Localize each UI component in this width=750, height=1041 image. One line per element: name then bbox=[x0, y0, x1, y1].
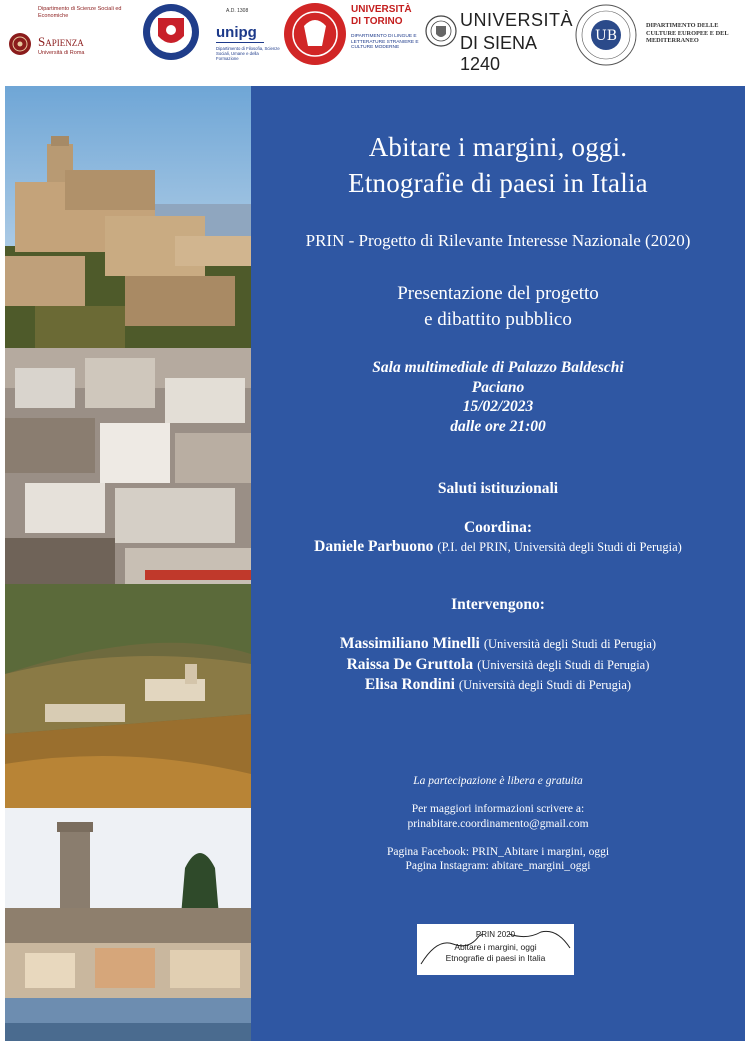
village-photo-strip bbox=[5, 86, 251, 1041]
torino-logo bbox=[351, 4, 431, 70]
unipg-underline bbox=[216, 42, 264, 43]
presentation-line-2: e dibattito pubblico bbox=[424, 309, 572, 330]
unipg-year: A.D. 1308 bbox=[226, 8, 249, 14]
badge-line-2: Abitare i margini, oggi bbox=[454, 942, 537, 952]
speaker-affiliation: (Università degli Studi di Perugia) bbox=[477, 658, 650, 672]
coordinator bbox=[251, 538, 745, 556]
prin-badge bbox=[417, 924, 574, 975]
speaker-name: Elisa Rondini bbox=[364, 676, 455, 693]
coordinator-label: Coordina: bbox=[463, 519, 533, 536]
instagram-page[interactable]: Pagina Instagram: abitare_margini_oggi bbox=[405, 860, 591, 872]
siena-line2: DI SIENA 1240 bbox=[460, 33, 537, 74]
project-name: PRIN - Progetto di Rilevante Interesse Nazionale (2020) bbox=[305, 231, 691, 250]
siena-logo bbox=[460, 10, 574, 74]
torino-dept: DIPARTIMENTO DI LINGUE E LETTERATURE STRANIERE E CULTURE MODERNE bbox=[351, 34, 419, 51]
venue-name: Sala multimediale di Palazzo Baldeschi bbox=[372, 359, 624, 376]
badge-line-1: PRIN 2020 bbox=[475, 930, 516, 939]
presentation-line-1: Presentazione del progetto bbox=[397, 283, 599, 304]
event-date: 15/02/2023 bbox=[462, 398, 534, 415]
event-info-panel bbox=[251, 86, 745, 1041]
title-line-1: Abitare i margini, oggi. bbox=[368, 132, 628, 162]
speaker-affiliation: (Università degli Studi di Perugia) bbox=[483, 637, 657, 651]
right-margin bbox=[745, 86, 750, 1041]
sapienza-sub: Università di Roma bbox=[38, 50, 85, 56]
sapienza-name: Sapienza bbox=[38, 34, 84, 49]
logo-header bbox=[0, 0, 750, 86]
coordinator-name: Daniele Parbuono bbox=[314, 538, 434, 555]
badge-line-3: Etnografie di paesi in Italia bbox=[445, 953, 546, 963]
coordinator-affiliation: (P.I. del PRIN, Università degli Studi di Perugia) bbox=[437, 540, 682, 554]
siena-seal-icon bbox=[425, 14, 457, 48]
village-photo-1 bbox=[5, 86, 251, 348]
speaker-row bbox=[251, 635, 745, 653]
village-photo-2 bbox=[5, 348, 251, 584]
unistrasi-dept: DIPARTIMENTO DELLE CULTURE EUROPEE E DEL MEDITERRANEO bbox=[646, 22, 729, 44]
event-time: dalle ore 21:00 bbox=[450, 418, 546, 435]
unipg-name: unipg bbox=[216, 24, 257, 41]
contact-email[interactable]: prinabitare.coordinamento@gmail.com bbox=[407, 818, 589, 830]
venue-town: Paciano bbox=[471, 379, 525, 396]
speaker-name: Raissa De Gruttola bbox=[346, 656, 474, 673]
torino-name: UNIVERSITÀ DI TORINO bbox=[351, 4, 412, 27]
speaker-row bbox=[251, 676, 745, 694]
unistrasi-seal-icon bbox=[574, 4, 638, 66]
speakers-label: Intervengono: bbox=[451, 596, 545, 613]
participation-note: La partecipazione è libera e gratuita bbox=[413, 775, 583, 787]
village-photo-3 bbox=[5, 584, 251, 808]
unipg-dept: Dipartimento di Filosofia, Scienze Sociali, Umane e della Formazione bbox=[216, 46, 280, 61]
village-photo-4 bbox=[5, 808, 251, 1041]
siena-line1: UNIVERSITÀ bbox=[460, 10, 574, 30]
sapienza-logo bbox=[8, 4, 138, 64]
speaker-name: Massimiliano Minelli bbox=[339, 635, 480, 652]
sapienza-seal-icon bbox=[8, 32, 32, 56]
unipg-logo bbox=[214, 8, 279, 78]
sapienza-dept: Dipartimento di Scienze Sociali ed Economiche bbox=[38, 6, 122, 19]
speaker-row bbox=[251, 656, 745, 674]
info-note: Per maggiori informazioni scrivere a: bbox=[411, 803, 585, 815]
torino-seal-icon bbox=[282, 2, 348, 66]
facebook-page[interactable]: Pagina Facebook: PRIN_Abitare i margini, oggi bbox=[386, 846, 610, 858]
greetings: Saluti istituzionali bbox=[437, 480, 559, 497]
svg-text:UB: UB bbox=[594, 28, 618, 44]
university-seal-icon bbox=[142, 2, 200, 62]
speaker-affiliation: (Università degli Studi di Perugia) bbox=[458, 678, 632, 692]
title-line-2: Etnografie di paesi in Italia bbox=[348, 168, 648, 198]
